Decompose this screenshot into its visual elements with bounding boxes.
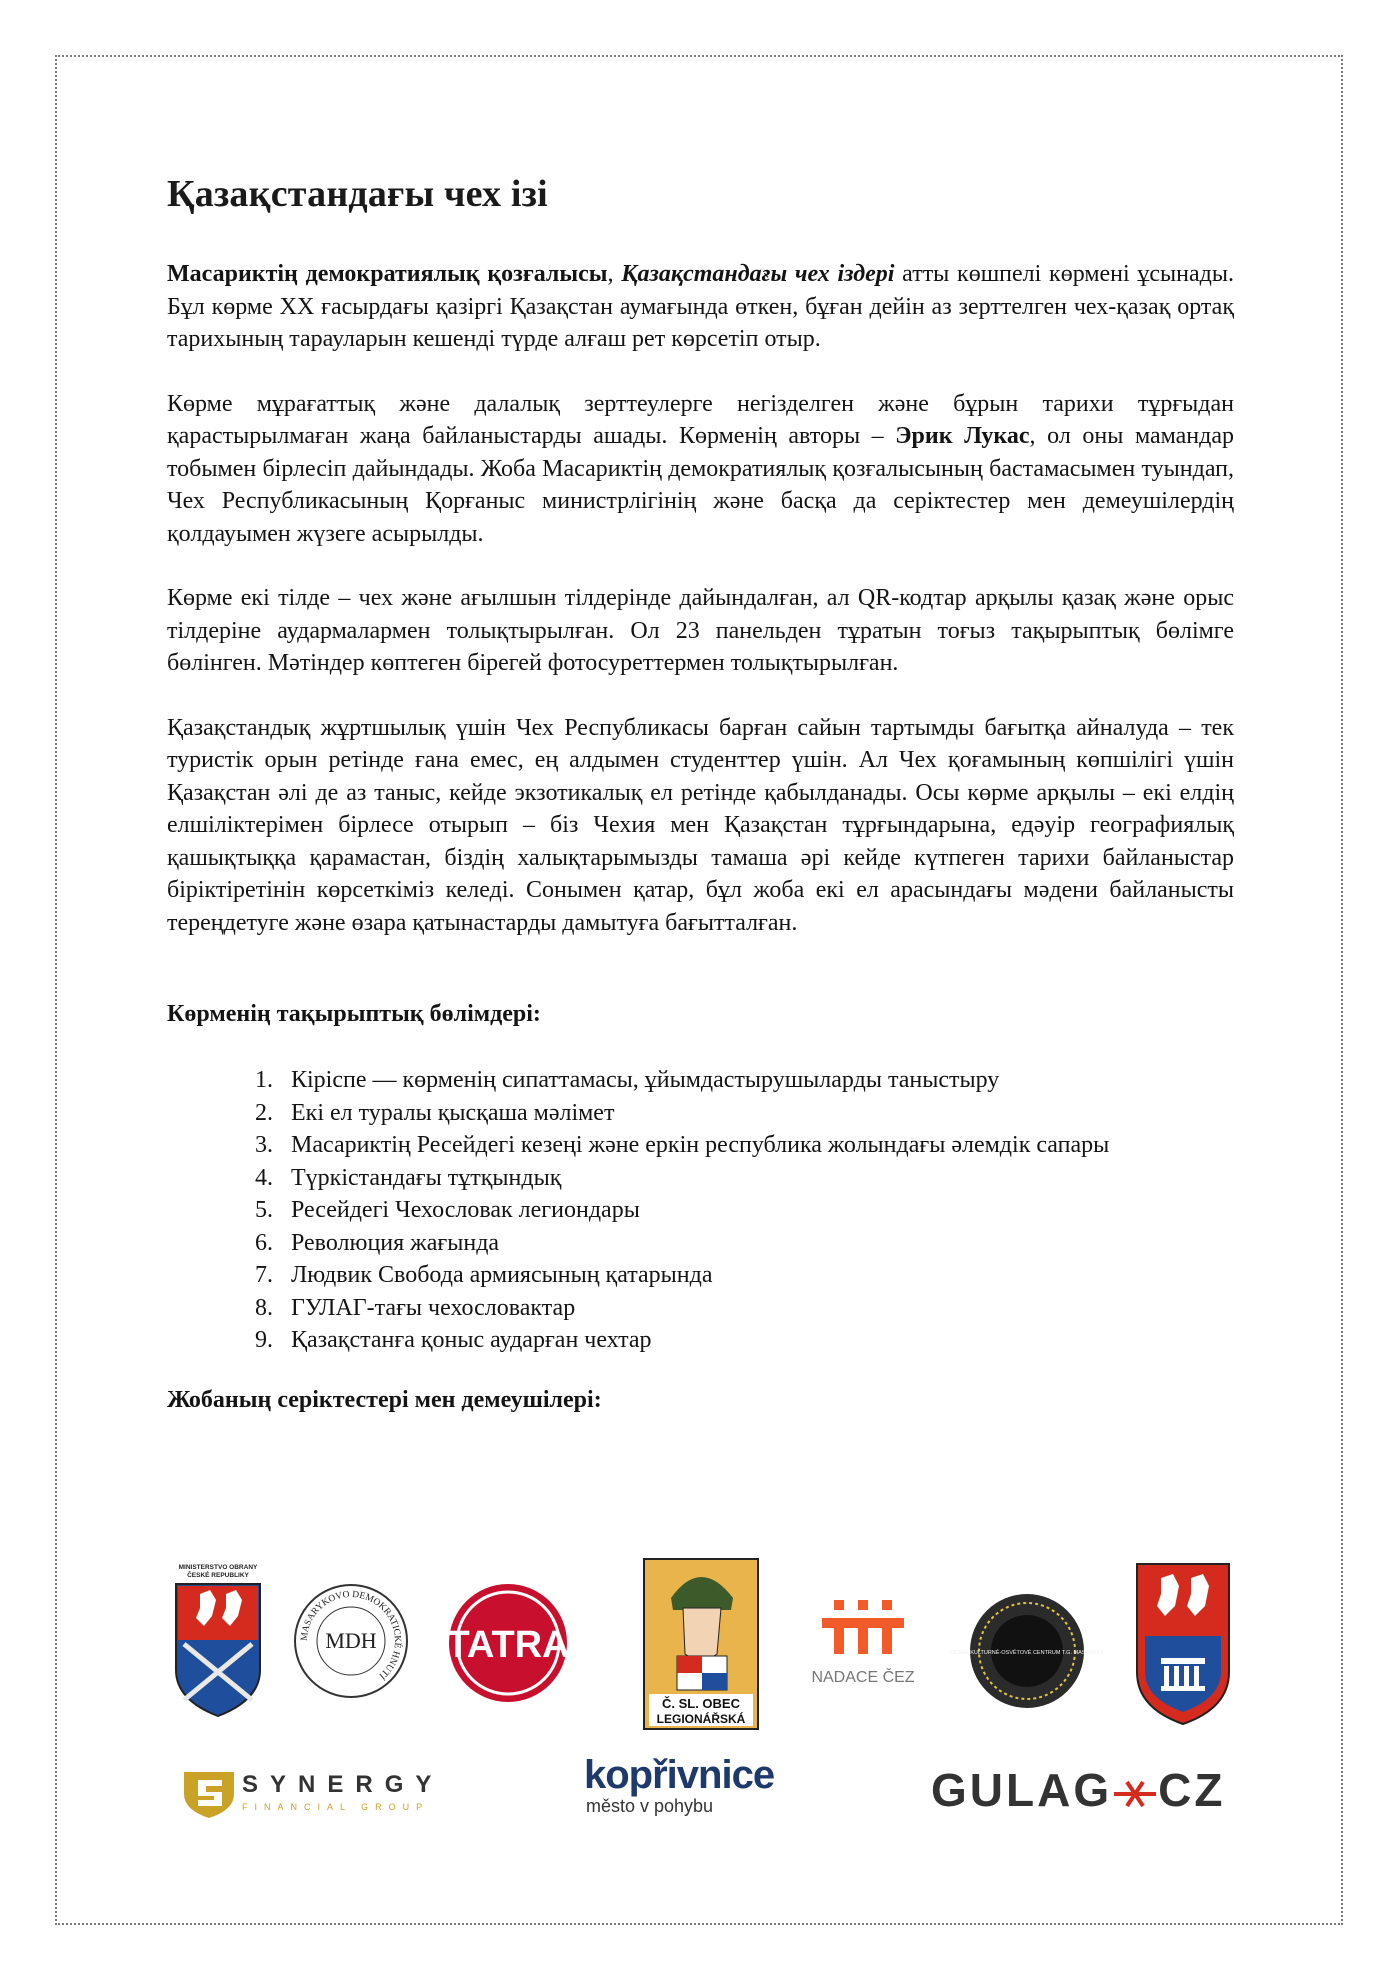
legion-logo-text: LEGIONÁŘSKÁ (656, 1712, 746, 1726)
koprivnice-logo-name: kopřivnice (584, 1753, 775, 1797)
list-item: 7. Людвик Свобода армиясының қатарында (279, 1259, 1234, 1292)
cultural-centre-seal-logo (950, 1592, 1104, 1710)
mod-logo-text: MINISTERSTVO OBRANY (178, 1564, 258, 1571)
gulag-logo-left: GULAG (931, 1764, 1113, 1816)
synergy-logo-text: SYNERGY (242, 1771, 444, 1798)
seal-logo-text: ČESKÉ KULTURNĚ-OSVĚTOVÉ CENTRUM T.G. MASARYKA (950, 1650, 1104, 1656)
list-item: 8. ГУЛАГ-тағы чехословактар (279, 1292, 1234, 1325)
list-item: 6. Революция жағында (279, 1227, 1234, 1260)
synergy-logo-subtext: FINANCIAL GROUP (242, 1802, 430, 1812)
synergy-logo (178, 1764, 444, 1820)
legion-logo-text: Č. SL. OBEC (661, 1696, 741, 1711)
sections-heading: Көрменің тақырыптық бөлімдері: (167, 1001, 541, 1027)
masaryk-center-text: MDH (325, 1628, 377, 1653)
languages-paragraph: Көрме екі тілде – чех және ағылшын тілдерінде дайындалған, ал QR-кодтар арқылы қазақ және орыс тілдеріне аудармалармен толықтырылған. Ол 23 панельден тұратын тоғыз тақырыптық бөлімге бөлінген. Мәтіндер көптеген бірегей фотосуреттермен толықтырылған. (167, 585, 1234, 676)
movement-name: Масариктің демократиялық қозғалысы (167, 261, 608, 287)
author-text-after: , ол оны мамандар тобымен бірлесіп дайындады. Жоба Масариктің демократиялық қозғалысының бастамасымен туындап, Чех Республикасының Қорғаныс министрлігінің және басқа да серіктестер мен демеушілердің қолдауымен жүзеге асырылды. (167, 423, 1235, 547)
tatra-logo (447, 1582, 569, 1704)
author-name: Эрик Лукас (895, 423, 1030, 449)
document-body (167, 172, 1234, 1414)
intro-text: атты көшпелі көрмені ұсынады. Бұл көрме XX ғасырдағы қазіргі Қазақстан аумағында өткен, бұған дейін аз зерттелген чех-қазақ ортақ тарихының тарауларын кешенді түрде алғаш рет көрсетіп отыр. (167, 261, 1235, 352)
sections-list (167, 1064, 1234, 1357)
legion-community-logo (643, 1558, 759, 1730)
exhibition-name: Қазақстандағы чех іздері (621, 261, 895, 287)
koprivnice-logo (584, 1754, 826, 1824)
list-item: 3. Масариктің Ресейдегі кезеңі және еркін республика жолындағы әлемдік сапары (279, 1129, 1234, 1162)
author-paragraph (167, 388, 1234, 551)
mod-logo-text: ČESKÉ REPUBLIKY (187, 1572, 249, 1579)
author-text-before: Көрме мұрағаттық және далалық зерттеулерге негізделген және бұрын тарихи тұрғыдан қарастырылмаған жаңа байланыстарды ашады. Көрменің авторы – (167, 390, 1234, 449)
list-item: 2. Екі ел туралы қысқаша мәлімет (279, 1097, 1234, 1130)
koprivnice-coat-logo (1131, 1560, 1235, 1728)
masaryk-ring-text: MASARYKOVO DEMOKRATICKÉ HNUTÍ (299, 1589, 403, 1681)
text-separator: , (607, 261, 622, 287)
mod-cz-logo (170, 1560, 266, 1720)
barbed-wire-icon (1114, 1779, 1156, 1809)
partners-heading: Жобаның серіктестері мен демеушілері: (167, 1386, 602, 1413)
cez-logo-text: NADACE ČEZ (811, 1669, 915, 1686)
gulag-cz-logo (931, 1762, 1227, 1818)
list-item: 5. Ресейдегі Чехословак легиондары (279, 1194, 1234, 1227)
list-item: 9. Қазақстанға қоныс аударған чехтар (279, 1324, 1234, 1357)
masaryk-movement-logo (292, 1582, 410, 1700)
list-item: 4. Түркістандағы тұтқындық (279, 1162, 1234, 1195)
intro-paragraph (167, 258, 1234, 356)
purpose-paragraph: Қазақстандық жұртшылық үшін Чех Республикасы барған сайын тартымды бағытқа айналуда – тек туристік орын ретінде ғана емес, ең алдымен студенттер үшін. Ал Чех қоғамының көпшілігі үшін Қазақстан әлі де аз таныс, кейде экзотикалық ел ретінде қабылданады. Осы көрме арқылы – екі елдің елшіліктерімен бірлесе отырып – біз Чехия мен Қазақстан тұрғындарына, едәуір географиялық қашықтыққа қарамастан, біздің халықтарымызды тамаша әрі кейде күтпеген тарихи байланыстар біріктіретінін көрсеткіміз келеді. Сонымен қатар, бұл жоба екі ел арасындағы мәдени байланысты тереңдетуге және өзара қатынастарды дамытуға бағытталған. (167, 714, 1234, 936)
nadace-cez-logo (810, 1596, 916, 1696)
koprivnice-logo-slogan: město v pohybu (586, 1796, 714, 1816)
list-item: 1. Кіріспе — көрменің сипаттамасы, ұйымдастырушыларды таныстыру (279, 1064, 1234, 1097)
tatra-logo-text: TATRA (446, 1624, 570, 1666)
gulag-logo-right: CZ (1158, 1764, 1226, 1816)
page-title: Қазақстандағы чех ізі (167, 173, 548, 215)
